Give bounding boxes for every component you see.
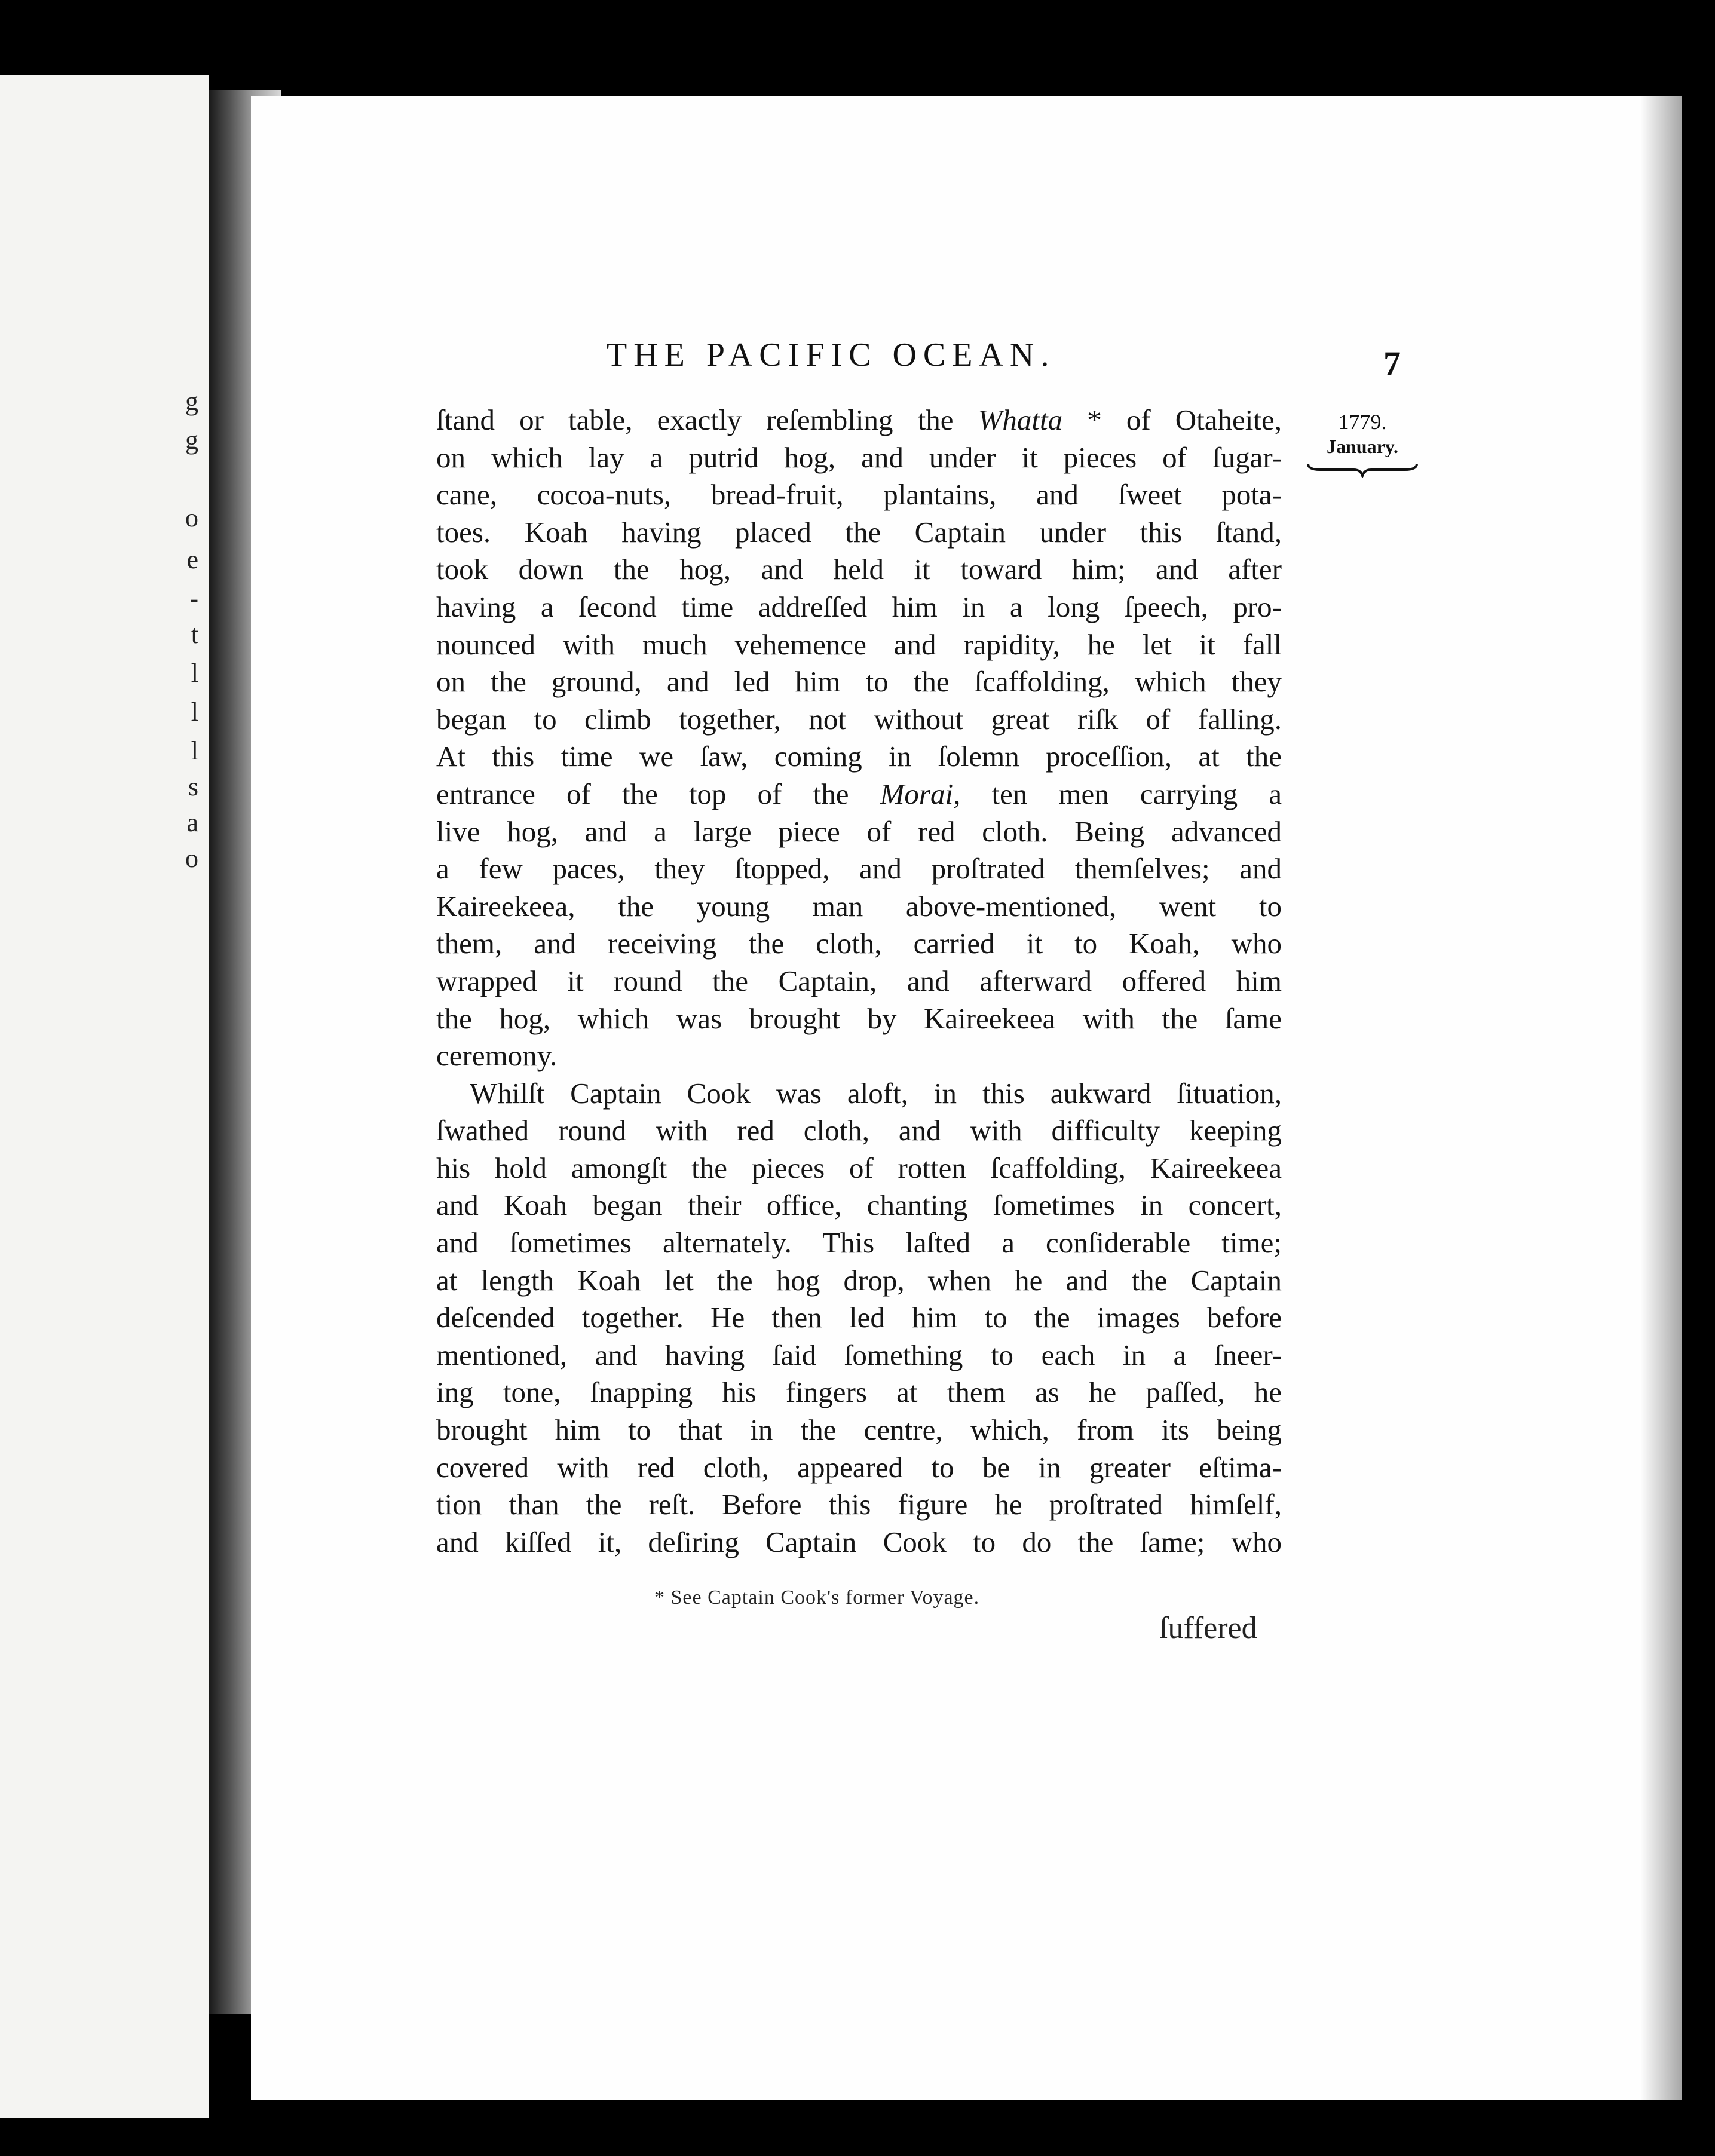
- margin-year: 1779.: [1338, 410, 1387, 434]
- text-line: them, and receiving the cloth, carried it to Koah, who: [436, 927, 1282, 960]
- text-line: his hold amongſt the pieces of rotten ſcaffolding, Kaireekeea: [436, 1151, 1282, 1184]
- text-line: ceremony.: [436, 1039, 558, 1073]
- text-line: ſwathed round with red cloth, and with difficulty keeping: [436, 1114, 1282, 1147]
- margin-date-note: [1303, 409, 1422, 481]
- running-head: THE PACIFIC OCEAN.: [607, 336, 1056, 373]
- left-page-edge-letter: o: [185, 503, 198, 532]
- text-line: mentioned, and having ſaid ſomething to each in a ſneer-: [436, 1338, 1282, 1371]
- catchword: ſuffered: [1159, 1611, 1257, 1645]
- curly-brace-icon: [1303, 460, 1422, 481]
- paragraph-2: [436, 1075, 1282, 1561]
- text-line: and kiſſed it, deſiring Captain Cook to do the ſame; who: [436, 1525, 1282, 1558]
- text-line: and ſometimes alternately. This laſted a conſiderable time;: [436, 1226, 1282, 1260]
- body-text: [436, 402, 1282, 1561]
- text-line: At this time we ſaw, coming in ſolemn proceſſion, at the: [436, 740, 1282, 773]
- text-line: live hog, and a large piece of red cloth. Being advanced: [436, 814, 1282, 848]
- text-line: a few paces, they ſtopped, and proſtrated themſelves; and: [436, 852, 1282, 886]
- text-line: entrance of the top of the Morai, ten men carrying a: [436, 777, 1282, 810]
- left-page-edge-letter: e: [186, 545, 198, 574]
- left-page-edge-letter: g: [185, 387, 198, 416]
- text-line: brought him to that in the centre, which, from its being: [436, 1413, 1282, 1447]
- text-line: Whilſt Captain Cook was aloft, in this aukward ſituation,: [470, 1076, 1282, 1110]
- left-page-edge-letter: s: [188, 772, 198, 801]
- text-line: the hog, which was brought by Kaireekeea with the ſame: [436, 1002, 1282, 1035]
- left-page-edge-letter: l: [191, 736, 198, 765]
- text-line: covered with red cloth, appeared to be in greater eſtima-: [436, 1450, 1282, 1484]
- left-page-edge-letter: g: [185, 425, 198, 455]
- text-line: nounced with much vehemence and rapidity, he let it fall: [436, 627, 1282, 661]
- text-line: deſcended together. He then led him to the images before: [436, 1301, 1282, 1334]
- text-line: on which lay a putrid hog, and under it pieces of ſugar-: [436, 440, 1282, 474]
- paragraph-1: [436, 402, 1282, 1075]
- left-page-edge-letter: a: [186, 808, 198, 837]
- page-number: 7: [1383, 344, 1401, 383]
- text-line: tion than the reſt. Before this figure he proſtrated himſelf,: [436, 1488, 1282, 1521]
- text-line: ing tone, ſnapping his fingers at them as he paſſed, he: [436, 1376, 1282, 1409]
- left-page-edge-letter: -: [189, 584, 198, 613]
- text-line: on the ground, and led him to the ſcaffolding, which they: [436, 665, 1282, 699]
- text-line: having a ſecond time addreſſed him in a long ſpeech, pro-: [436, 590, 1282, 623]
- page-edge-shadow: [1640, 96, 1682, 2100]
- text-line: cane, cocoa-nuts, bread-fruit, plantains, and ſweet pota-: [436, 478, 1282, 512]
- text-line: toes. Koah having placed the Captain under this ſtand,: [436, 515, 1282, 549]
- text-line: and Koah began their office, chanting ſometimes in concert,: [436, 1189, 1282, 1222]
- footnote: * See Captain Cook's former Voyage.: [654, 1587, 980, 1609]
- left-page-edge-letter: o: [185, 844, 198, 873]
- left-page-edge-letter: l: [191, 659, 198, 688]
- left-page-fragment: [0, 75, 209, 2118]
- text-line: ſtand or table, exactly reſembling the Whatta * of Otaheite,: [436, 403, 1282, 436]
- text-line: at length Koah let the hog drop, when he and the Captain: [436, 1263, 1282, 1297]
- text-line: began to climb together, not without great riſk of falling.: [436, 702, 1282, 736]
- text-line: took down the hog, and held it toward him; and after: [436, 553, 1282, 586]
- margin-month: January.: [1326, 436, 1399, 457]
- left-page-edge-letter: t: [191, 620, 198, 649]
- text-line: Kaireekeea, the young man above-mentioned, went to: [436, 889, 1282, 923]
- left-page-edge-letter: l: [191, 697, 198, 727]
- text-line: wrapped it round the Captain, and afterward offered him: [436, 964, 1282, 997]
